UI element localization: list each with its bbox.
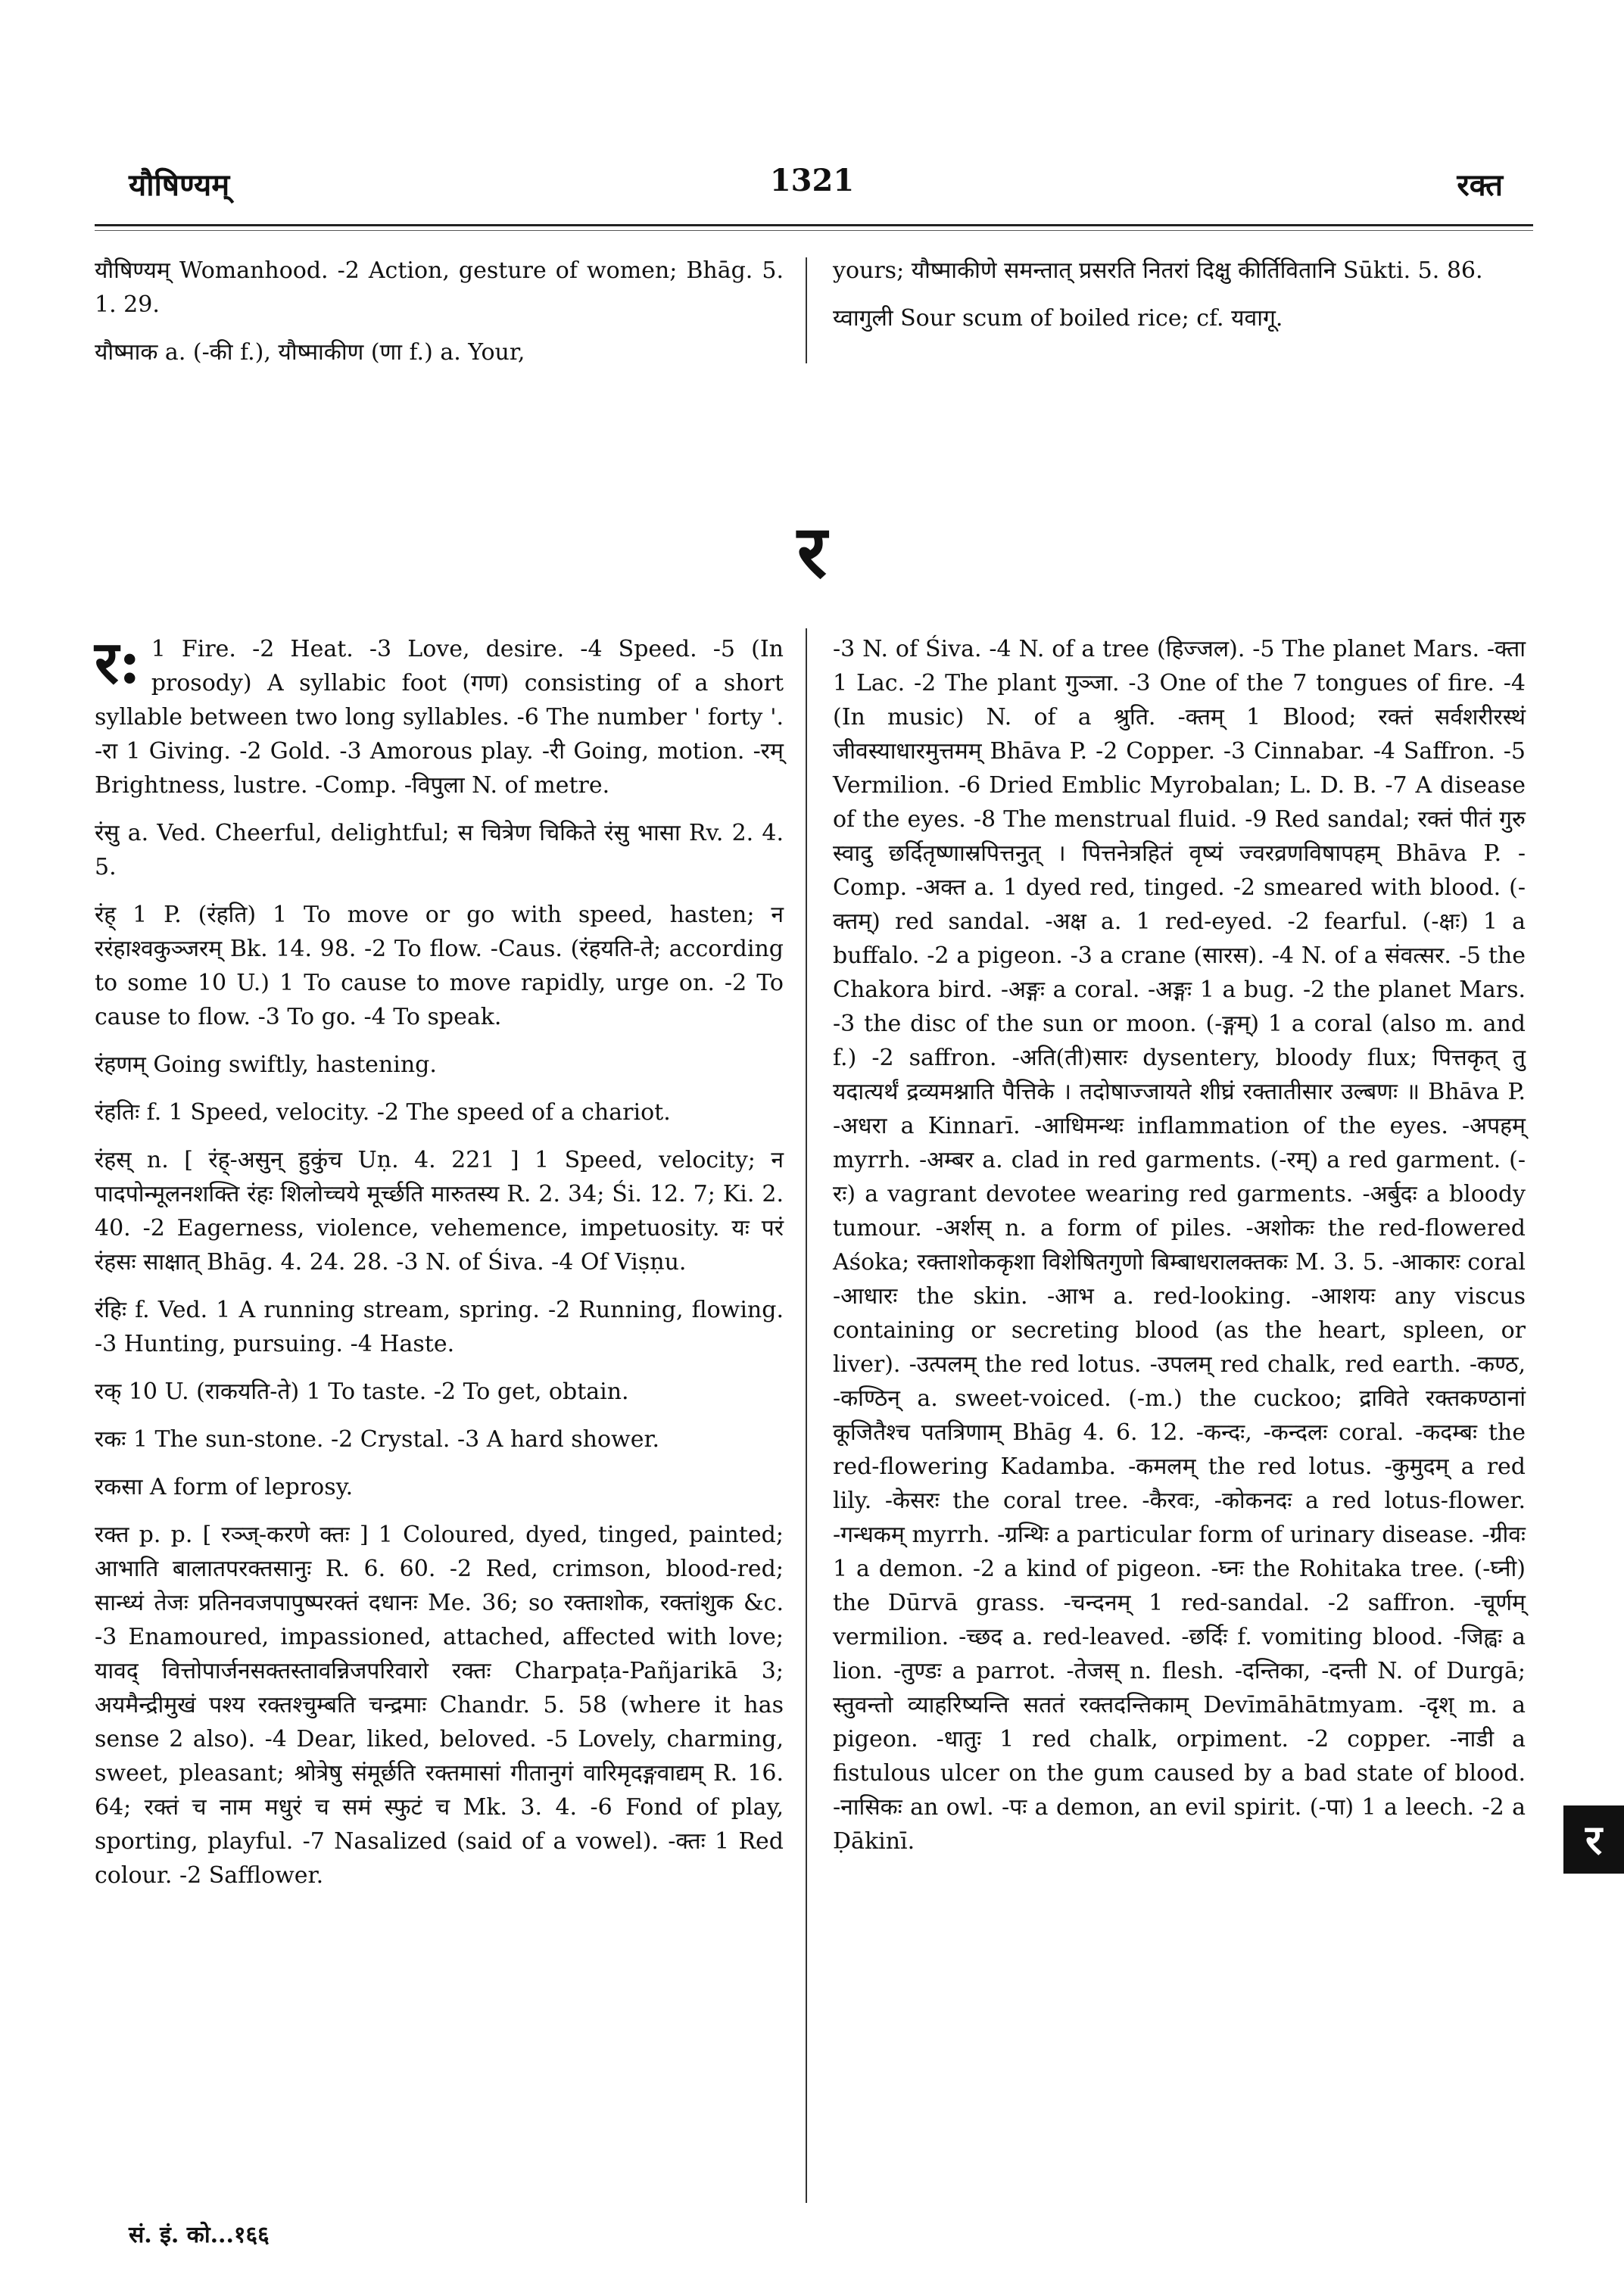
thumb-index-tab: र bbox=[1563, 1805, 1624, 1874]
column-divider bbox=[806, 257, 807, 363]
signature-mark: सं. इं. को...१६६ bbox=[129, 2222, 270, 2248]
entry: yours; यौष्माकीणे समन्तात् प्रसरति नितरां दिक्षु कीर्तिवितानि Sūkti. 5. 86. bbox=[833, 257, 1483, 284]
entry: रक्त p. p. [ रञ्ज्-करणे क्तः ] 1 Coloured, dyed, tinged, painted; आभाति बालातपरक्तसानुः R. 6. 60. -2 Red, crimson, blood-red; सान्ध्यं तेजः प्रतिनवजपापुष्परक्तं दधानः Me. 36; so रक्ताशोक, रक्तांशुक &c. -3 Enamoured, impassioned, attached, affected with love; यावद् वित्तोपार्जनसक्तस्तावन्निजपरिवारो रक्तः Charpaṭa-Pañjarikā 3; अयमैन्द्रीमुखं पश्य रक्तश्चुम्बति चन्द्रमाः Chandr. 5. 58 (where it has sense 2 also). -4 Dear, liked, beloved. -5 Lovely, charming, sweet, pleasant; श्रोत्रेषु संमूर्छति रक्तमासां गीतानुगं वारिमृदङ्गवाद्यम् R. 16. 64; रक्तं च नाम मधुरं च समं स्फुटं च Mk. 3. 4. -6 Fond of play, sporting, playful. -7 Nasalized (said of a vowel). -क्तः 1 Red colour. -2 Safflower. bbox=[95, 1522, 784, 1889]
column-divider bbox=[806, 628, 807, 2203]
left-column bbox=[95, 628, 784, 1906]
header-rule bbox=[95, 224, 1533, 226]
top-left-column bbox=[95, 254, 784, 383]
entry: यौष्माक a. (-की f.), यौष्माकीण (णा f.) a. Your, bbox=[95, 339, 525, 366]
entry: यौषिण्यम् Womanhood. -2 Action, gesture of women; Bhāg. 5. 1. 29. bbox=[95, 257, 784, 318]
page-number: 1321 bbox=[769, 163, 855, 198]
entry: रंहतिः f. 1 Speed, velocity. -2 The speed of a chariot. bbox=[95, 1099, 671, 1126]
entry: रंहस् n. [ रंह्-असुन् हुकुंच Uṇ. 4. 221 ] 1 Speed, velocity; न पादपोन्मूलनशक्ति रंहः शिलोच्चये मूर्च्छति मारुतस्य R. 2. 34; Śi. 12. 7; Ki. 2. 40. -2 Eagerness, violence, vehemence, impetuosity. यः परं रंहसः साक्षात् Bhāg. 4. 24. 28. -3 N. of Śiva. -4 Of Viṣṇu. bbox=[95, 1147, 784, 1276]
entry: रंहिः f. Ved. 1 A running stream, spring. -2 Running, flowing. -3 Hunting, pursuing. -4 Haste. bbox=[95, 1297, 784, 1357]
header-rule-thin bbox=[95, 230, 1533, 231]
top-right-column bbox=[833, 254, 1526, 349]
header-right-guideword: रक्त bbox=[1457, 167, 1503, 203]
entry: रंसु a. Ved. Cheerful, delightful; स चित्रेण चिकिते रंसु भासा Rv. 2. 4. 5. bbox=[95, 820, 784, 880]
entry: रक् 10 U. (राकयति-ते) 1 To taste. -2 To get, obtain. bbox=[95, 1379, 629, 1405]
entry: -3 N. of Śiva. -4 N. of a tree (हिज्जल). -5 The planet Mars. -क्ता 1 Lac. -2 The plant गुञ्जा. -3 One of the 7 tongues of fire. -4 (In music) N. of a श्रुति. -क्तम् 1 Blood; रक्तं सर्वशरीरस्थं जीवस्याधारमुत्तमम् Bhāva P. -2 Copper. -3 Cinnabar. -4 Saffron. -5 Vermilion. -6 Dried Emblic Myrobalan; L. D. B. -7 A disease of the eyes. -8 The menstrual fluid. -9 Red sandal; रक्तं पीतं गुरु स्वादु छर्दितृष्णास्रपित्तनुत् । पित्तनेत्रहितं वृष्यं ज्वरव्रणविषापहम् Bhāva P. -Comp. -अक्त a. 1 dyed red, tinged. -2 smeared with blood. (-क्तम्) red sandal. -अक्ष a. 1 red-eyed. -2 fearful. (-क्षः) 1 a buffalo. -2 a pigeon. -3 a crane (सारस). -4 N. of a संवत्सर. -5 the Chakora bird. -अङ्गः a coral. -अङ्गः 1 a bug. -2 the planet Mars. -3 the disc of the sun or moon. (-ङ्गम्) 1 a coral (also m. and f.) -2 saffron. -अति(ती)सारः dysentery, bloody flux; पित्तकृत् तु यदात्यर्थं द्रव्यमश्नाति पैत्तिके । तदोषाज्जायते शीघ्रं रक्तातीसार उल्बणः ॥ Bhāva P. -अधरा a Kinnarī. -आधिमन्थः inflammation of the eyes. -अपहम् myrrh. -अम्बर a. clad in red garments. (-रम्) a red garment. (-रः) a vagrant devotee wearing red garments. -अर्बुदः a bloody tumour. -अर्शस् n. a form of piles. -अशोकः the red-flowered Aśoka; रक्ताशोककृशा विशेषितगुणो बिम्बाधरालक्तकः M. 3. 5. -आकारः coral -आधारः the skin. -आभ a. red-looking. -आशयः any viscus containing or secreting blood (as the heart, spleen, or liver). -उत्पलम् the red lotus. -उपलम् red chalk, red earth. -कण्ठ, -कण्ठिन् a. sweet-voiced. (-m.) the cuckoo; द्राविते रक्तकण्ठानां कूजितैश्च पतत्रिणाम् Bhāg 4. 6. 12. -कन्दः, -कन्दलः coral. -कदम्बः the red-flowering Kadamba. -कमलम् the red lotus. -कुमुदम् a red lily. -केसरः the coral tree. -कैरवः, -कोकनदः a red lotus-flower. -गन्धकम् myrrh. -ग्रन्थिः a particular form of urinary disease. -ग्रीवः 1 a demon. -2 a kind of pigeon. -घ्नः the Rohitaka tree. (-घ्नी) the Dūrvā grass. -चन्दनम् 1 red-sandal. -2 saffron. -चूर्णम् vermilion. -च्छद a. red-leaved. -छर्दिः f. vomiting blood. -जिह्वः a lion. -तुण्डः a parrot. -तेजस् n. flesh. -दन्तिका, -दन्ती N. of Durgā; स्तुवन्तो व्याहरिष्यन्ति सततं रक्तदन्तिकाम् Devīmāhātmyam. -दृश् m. a pigeon. -धातुः 1 red chalk, orpiment. -2 copper. -नाडी a fistulous ulcer on the gum caused by a bad state of blood. -नासिकः an owl. -पः a demon, an evil spirit. (-पा) 1 a leech. -2 a Ḍākinī. bbox=[833, 636, 1526, 1855]
entry: रंह् 1 P. (रंहति) 1 To move or go with speed, hasten; न ररंहाश्वकुञ्जरम् Bk. 14. 98. -2 To flow. -Caus. (रंहयति-ते; according to some 10 U.) 1 To cause to move rapidly, urge on. -2 To cause to flow. -3 To go. -4 To speak. bbox=[95, 902, 784, 1030]
entry: य्वागुली Sour scum of boiled rice; cf. यवागू. bbox=[833, 305, 1283, 332]
entry: र: 1 Fire. -2 Heat. -3 Love, desire. -4 Speed. -5 (In prosody) A syllabic foot (गण) consisting of a short syllable between two long syllables. -6 The number ' forty '. -रा 1 Giving. -2 Gold. -3 Amorous play. -री Going, motion. -रम् Brightness, lustre. -Comp. -विपुला N. of metre. bbox=[95, 628, 784, 799]
entry: रकः 1 The sun-stone. -2 Crystal. -3 A hard shower. bbox=[95, 1426, 660, 1453]
header-left-guideword: यौषिण्यम् bbox=[129, 167, 230, 203]
right-column bbox=[833, 632, 1526, 1872]
entry: रंहणम् Going swiftly, hastening. bbox=[95, 1051, 437, 1078]
section-letter: र bbox=[796, 509, 828, 594]
drop-cap: र: bbox=[95, 628, 141, 697]
entry: रकसा A form of leprosy. bbox=[95, 1474, 354, 1500]
